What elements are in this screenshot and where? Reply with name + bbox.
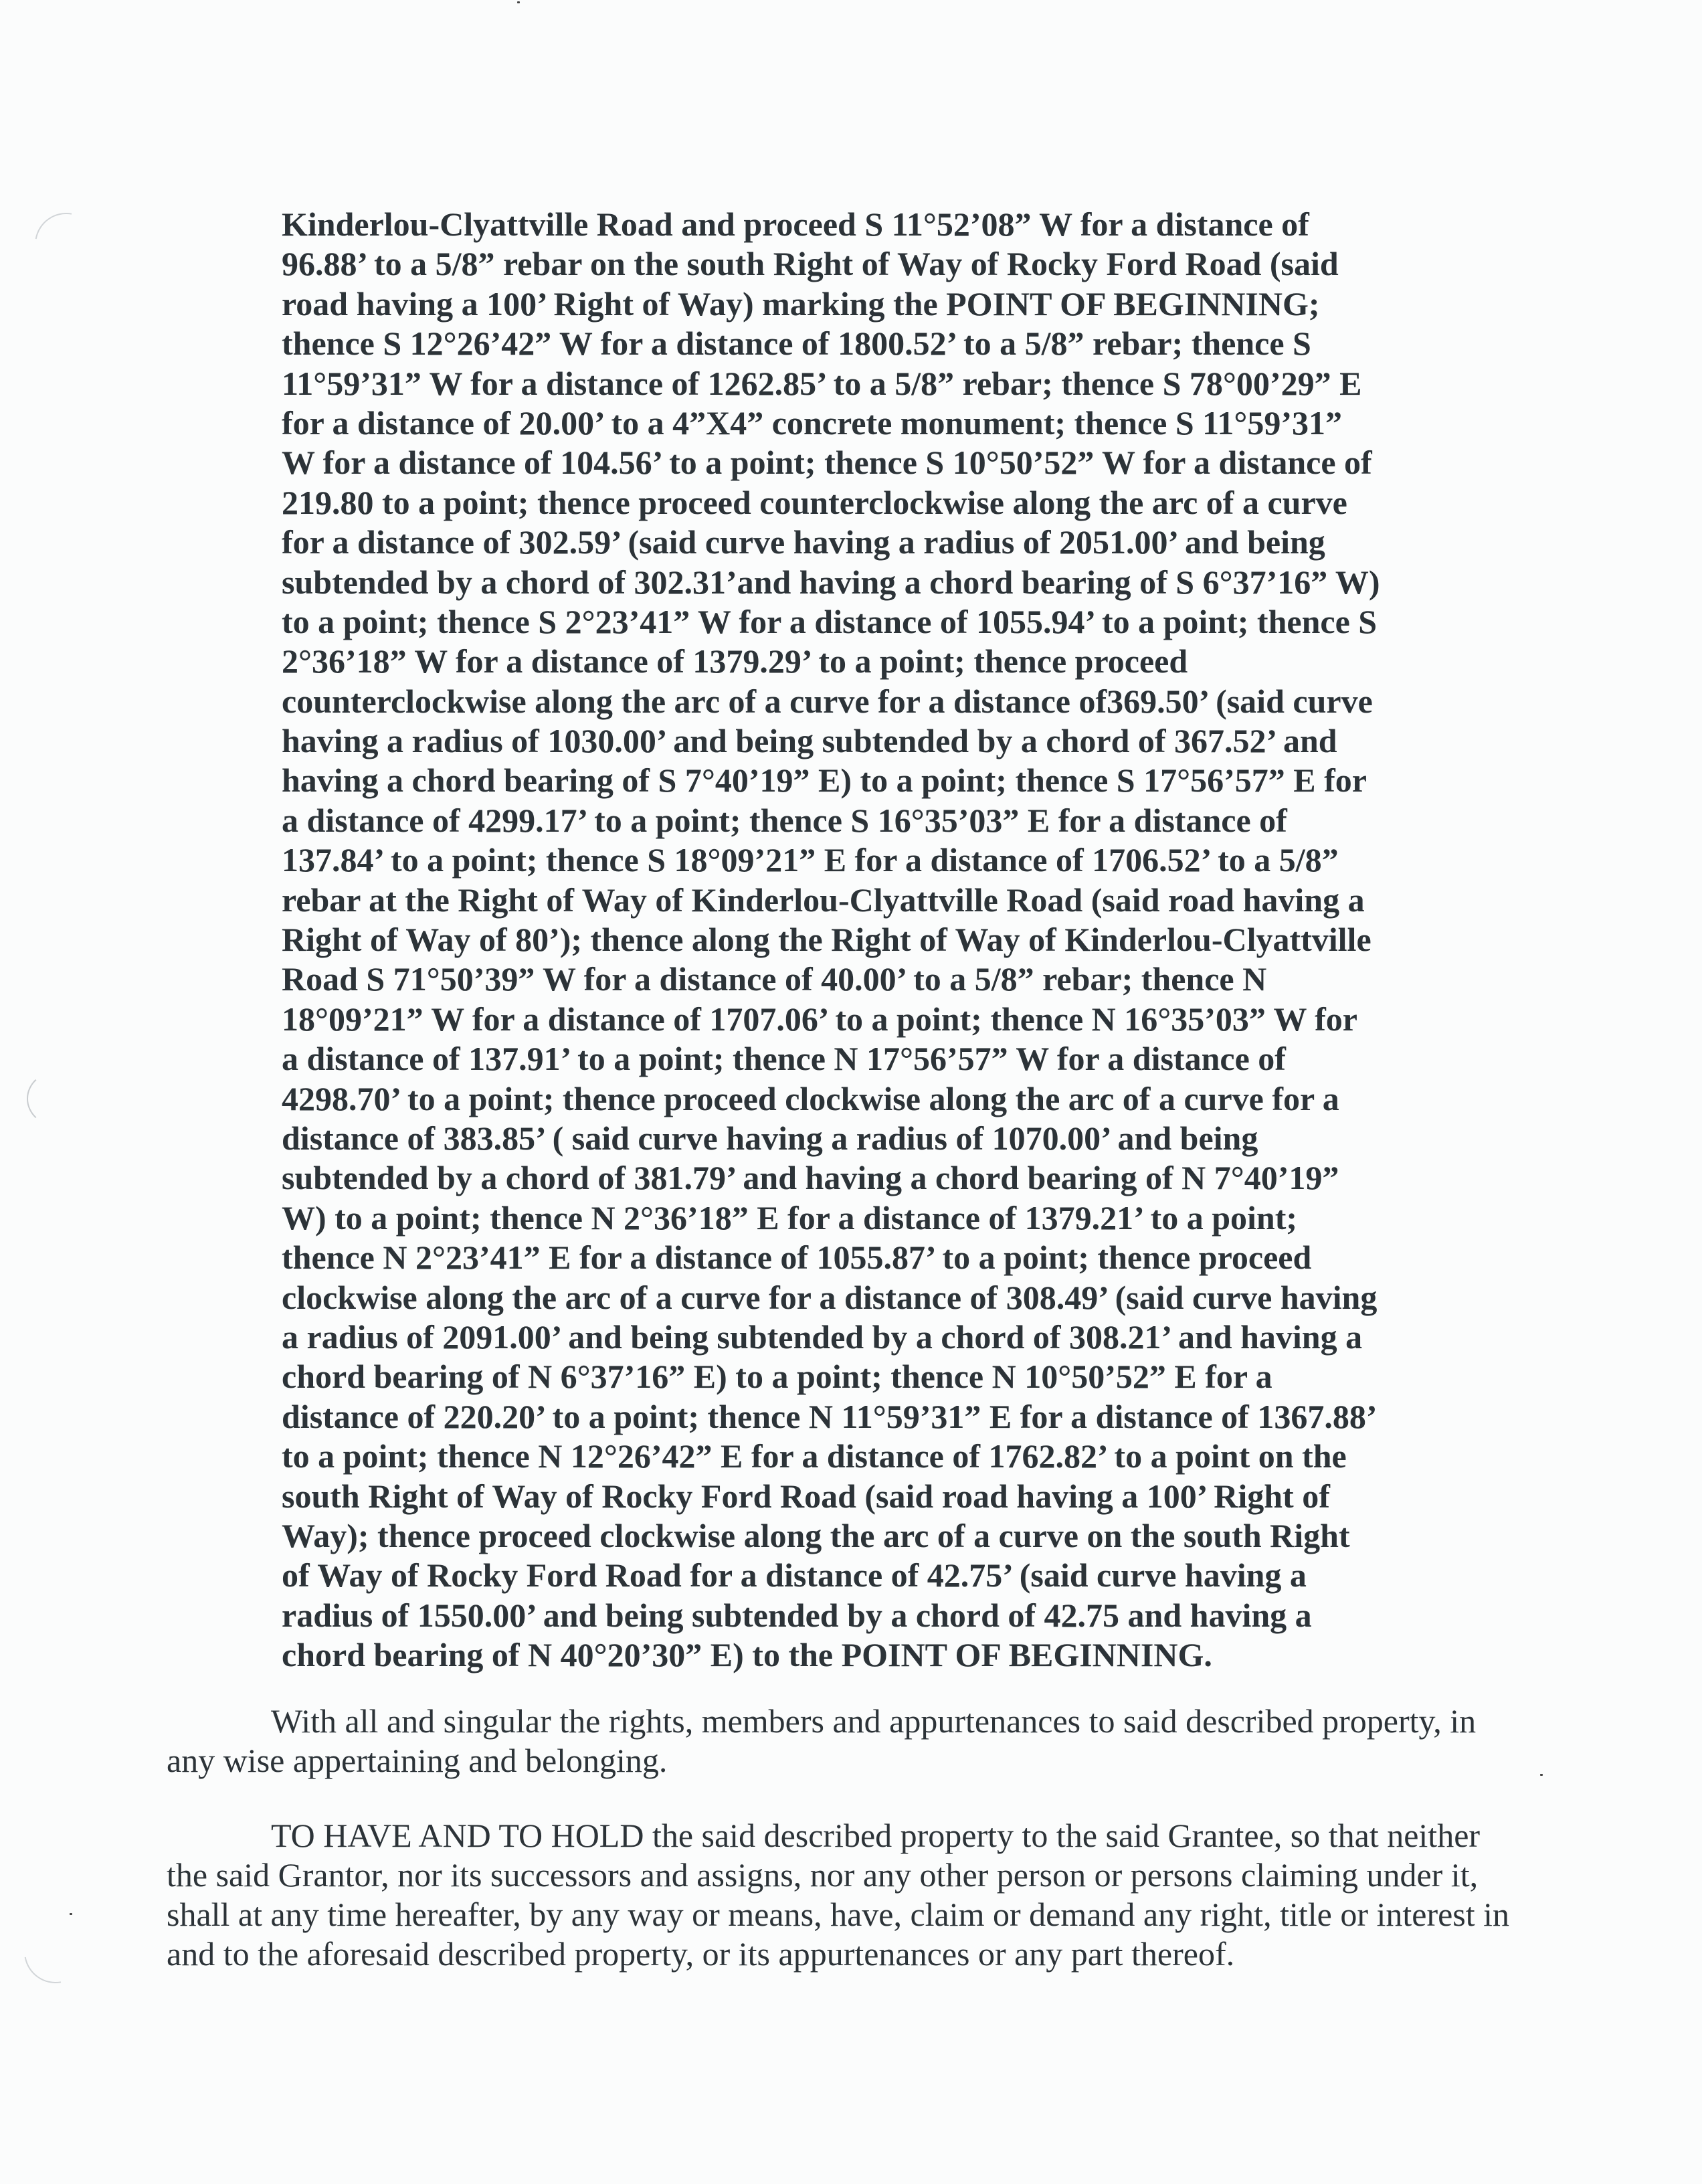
legal-description-line: a distance of 4299.17’ to a point; thence S 16°35’03” E for a distance of (282, 801, 1287, 839)
legal-description-line: 11°59’31” W for a distance of 1262.85’ to a 5/8” rebar; thence S 78°00’29” E (282, 364, 1362, 402)
legal-description-line: thence N 2°23’41” E for a distance of 1055.87’ to a point; thence proceed (282, 1239, 1312, 1277)
legal-description-line: thence S 12°26’42” W for a distance of 1800.52’ to a 5/8” rebar; thence S (282, 325, 1311, 363)
legal-description-line: 96.88’ to a 5/8” rebar on the south Right of Way of Rocky Ford Road (said (282, 245, 1339, 283)
legal-description-line: Way); thence proceed clockwise along the arc of a curve on the south Right (282, 1516, 1350, 1554)
scan-speck (70, 1913, 72, 1915)
legal-description-line: rebar at the Right of Way of Kinderlou-Clyattville Road (said road having a (282, 881, 1365, 919)
paragraph-line: With all and singular the rights, members and appurtenances to said described property, in (271, 1702, 1477, 1740)
scan-speck (517, 1, 520, 3)
legal-description-line: counterclockwise along the arc of a curve for a distance of369.50’ (said curve (282, 682, 1373, 720)
legal-description-line: having a radius of 1030.00’ and being subtended by a chord of 367.52’ and (282, 722, 1337, 760)
legal-description-line: to a point; thence S 2°23’41” W for a distance of 1055.94’ to a point; thence S (282, 602, 1378, 640)
hole-punch-mark (27, 1071, 90, 1127)
legal-description-line: Road S 71°50’39” W for a distance of 40.00’ to a 5/8” rebar; thence N (282, 960, 1267, 998)
legal-description-line: Kinderlou-Clyattville Road and proceed S 11°52’08” W for a distance of (282, 205, 1309, 243)
legal-description-line: radius of 1550.00’ and being subtended by a chord of 42.75 and having a (282, 1596, 1312, 1634)
scan-speck (1540, 1774, 1543, 1776)
legal-description-line: of Way of Rocky Ford Road for a distance of 42.75’ (said curve having a (282, 1556, 1307, 1595)
legal-description-line: 4298.70’ to a point; thence proceed clockwise along the arc of a curve for a (282, 1079, 1339, 1117)
hole-punch-mark (12, 1908, 100, 1996)
legal-description-line: 2°36’18” W for a distance of 1379.29’ to a point; thence proceed (282, 642, 1188, 680)
legal-description-line: having a chord bearing of S 7°40’19” E) to a point; thence S 17°56’57” E for (282, 761, 1367, 800)
legal-description-line: distance of 220.20’ to a point; thence N 11°59’31” E for a distance of 1367.88’ (282, 1397, 1378, 1435)
legal-description-line: Right of Way of 80’); thence along the Right of Way of Kinderlou-Clyattville (282, 921, 1372, 959)
legal-description-line: a radius of 2091.00’ and being subtended by a chord of 308.21’ and having a (282, 1317, 1363, 1356)
paragraph-line: TO HAVE AND TO HOLD the said described property to the said Grantee, so that neither (271, 1817, 1481, 1854)
legal-description-line: to a point; thence N 12°26’42” E for a distance of 1762.82’ to a point on the (282, 1437, 1347, 1475)
legal-description-line: 18°09’21” W for a distance of 1707.06’ to a point; thence N 16°35’03” W for (282, 1000, 1357, 1038)
habendum-paragraph (167, 1816, 1510, 1974)
paragraph-line: and to the aforesaid described property, or its appurtenances or any part thereof. (167, 1935, 1235, 1973)
legal-description-line: a distance of 137.91’ to a point; thence N 17°56’57” W for a distance of (282, 1040, 1286, 1078)
appurtenances-paragraph (167, 1702, 1505, 1781)
legal-description-line: subtended by a chord of 302.31’and having a chord bearing of S 6°37’16” W) (282, 563, 1380, 601)
legal-description-line: road having a 100’ Right of Way) marking the POINT OF BEGINNING; (282, 284, 1320, 323)
legal-description-line: chord bearing of N 40°20’30” E) to the POINT OF BEGINNING. (282, 1636, 1212, 1674)
legal-description-line: W) to a point; thence N 2°36’18” E for a distance of 1379.21’ to a point; (282, 1198, 1298, 1237)
legal-description-line: for a distance of 20.00’ to a 4”X4” concrete monument; thence S 11°59’31” (282, 403, 1343, 442)
legal-description-line: subtended by a chord of 381.79’ and having a chord bearing of N 7°40’19” (282, 1159, 1339, 1197)
legal-description-line: for a distance of 302.59’ (said curve having a radius of 2051.00’ and being (282, 523, 1325, 561)
legal-description-line: clockwise along the arc of a curve for a distance of 308.49’ (said curve having (282, 1278, 1378, 1316)
paragraph-line: the said Grantor, nor its successors and assigns, nor any other person or persons claiming under it, (167, 1856, 1479, 1894)
legal-description-line: chord bearing of N 6°37’16” E) to a point; thence N 10°50’52” E for a (282, 1358, 1272, 1396)
legal-description (282, 205, 1406, 1675)
paragraph-line: any wise appertaining and belonging. (167, 1742, 668, 1779)
hole-punch-mark (23, 201, 110, 288)
paragraph-line: shall at any time hereafter, by any way or means, have, claim or demand any right, title or interest in (167, 1896, 1510, 1933)
legal-description-line: distance of 383.85’ ( said curve having a radius of 1070.00’ and being (282, 1119, 1258, 1157)
legal-description-line: south Right of Way of Rocky Ford Road (said road having a 100’ Right of (282, 1477, 1330, 1515)
legal-description-line: 137.84’ to a point; thence S 18°09’21” E for a distance of 1706.52’ to a 5/8” (282, 841, 1339, 879)
legal-description-line: W for a distance of 104.56’ to a point; thence S 10°50’52” W for a distance of (282, 444, 1372, 482)
legal-description-line: 219.80 to a point; thence proceed counterclockwise along the arc of a curve (282, 483, 1347, 521)
